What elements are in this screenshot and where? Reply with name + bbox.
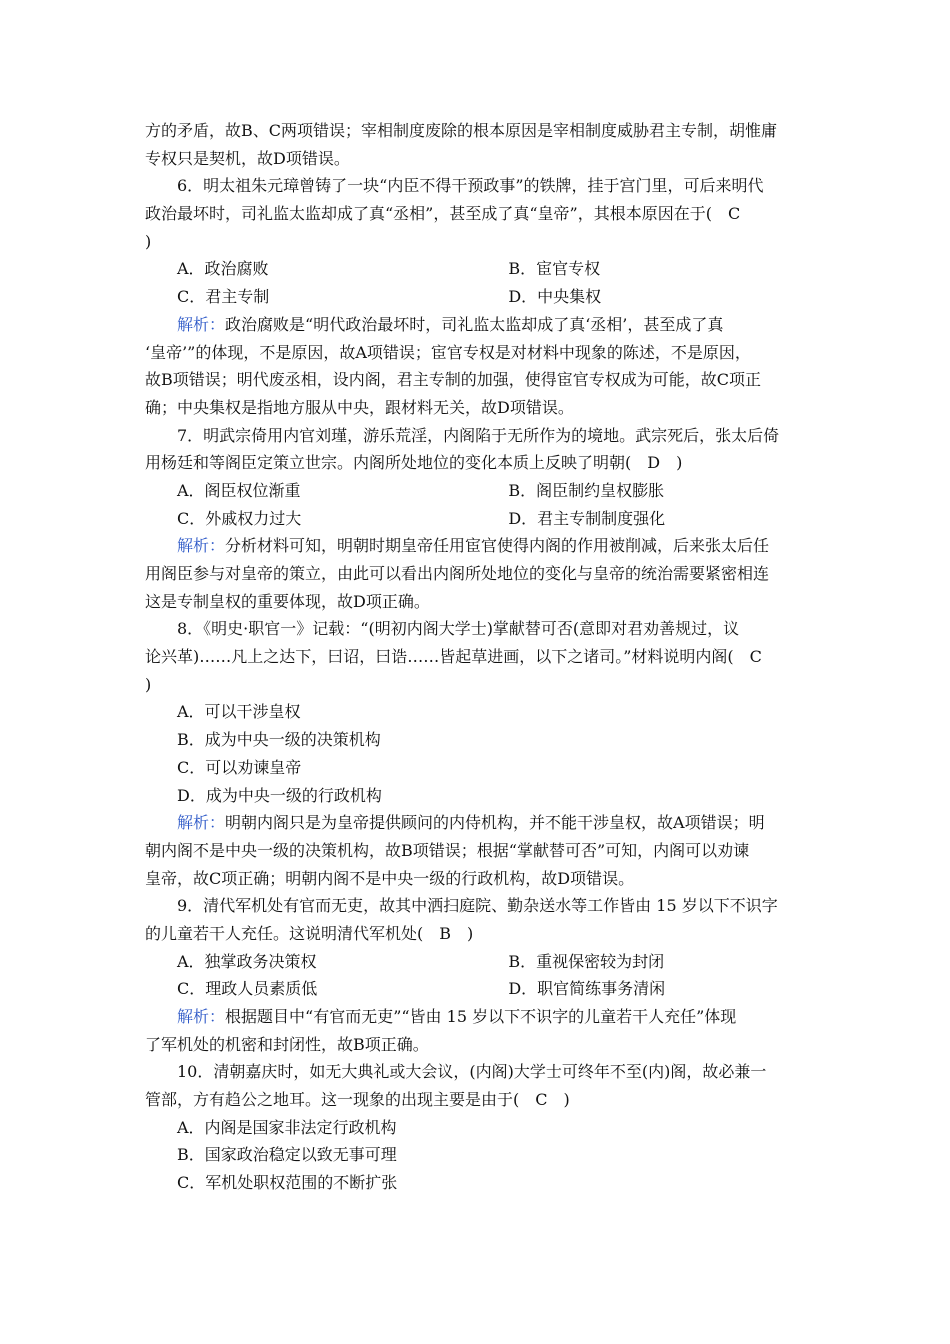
question-stem: 政治最坏时，司礼监太监却成了真“丞相”，甚至成了真“皇帝”，其根本原因在于( C bbox=[145, 204, 741, 224]
option-d: D．职官简练事务清闲 bbox=[508, 979, 666, 999]
option-d: D．中央集权 bbox=[508, 287, 602, 307]
option-c: C．君主专制 bbox=[177, 287, 270, 307]
analysis-line: 皇帝，故C项正确；明朝内阁不是中央一级的行政机构，故D项错误。 bbox=[145, 868, 635, 888]
question-6 bbox=[145, 172, 805, 421]
analysis-line: ‘皇帝’”的体现，不是原因，故A项错误；宦官专权是对材料中现象的陈述，不是原因， bbox=[145, 342, 751, 362]
option-d: D．成为中央一级的行政机构 bbox=[177, 785, 382, 805]
option-row bbox=[145, 255, 805, 283]
option-b: B．宦官专权 bbox=[508, 259, 601, 279]
question-stem: 7．明武宗倚用内官刘瑾，游乐荒淫，内阁陷于无所作为的境地。武宗死后，张太后倚 bbox=[177, 425, 780, 445]
option-b: B．成为中央一级的决策机构 bbox=[177, 730, 381, 750]
option-b: B．阁臣制约皇权膨胀 bbox=[508, 480, 665, 500]
question-stem: 用杨廷和等阁臣定策立世宗。内阁所处地位的变化本质上反映了明朝( D ) bbox=[145, 453, 683, 473]
analysis-text: 根据题目中“有官而无吏”“皆由 15 岁以下不识字的儿童若干人充任”体现 bbox=[225, 1007, 737, 1026]
question-7 bbox=[145, 422, 805, 616]
question-stem: 论兴革)……凡上之达下，曰诏，曰诰……皆起草进画，以下之诸司。”材料说明内阁( C bbox=[145, 647, 762, 667]
question-stem: 10．清朝嘉庆时，如无大典礼或大会议，(内阁)大学士可终年不至(内)阁，故必兼一 bbox=[177, 1062, 767, 1082]
analysis-label: 解析： bbox=[177, 536, 226, 556]
option-b: B．重视保密较为封闭 bbox=[508, 951, 665, 971]
option-a: A．政治腐败 bbox=[177, 259, 269, 279]
option-b: B．国家政治稳定以致无事可理 bbox=[177, 1145, 397, 1165]
analysis-line bbox=[145, 311, 805, 339]
option-a: A．阁臣权位渐重 bbox=[177, 480, 301, 500]
question-stem: 的儿童若干人充任。这说明清代军机处( B ) bbox=[145, 923, 474, 943]
analysis-text: 分析材料可知，明朝时期皇帝任用宦官使得内阁的作用被削减，后来张太后任 bbox=[225, 536, 770, 556]
analysis-line: 用阁臣参与对皇帝的策立，由此可以看出内阁所处地位的变化与皇帝的统治需要紧密相连 bbox=[145, 564, 770, 583]
question-stem: ) bbox=[145, 231, 152, 251]
option-row bbox=[145, 505, 805, 533]
analysis-line: 了军机处的机密和封闭性，故B项正确。 bbox=[145, 1034, 429, 1054]
question-10 bbox=[145, 1058, 805, 1196]
analysis-line bbox=[145, 1003, 805, 1031]
analysis-label: 解析： bbox=[177, 314, 226, 334]
option-c: C．军机处职权范围的不断扩张 bbox=[177, 1173, 398, 1193]
analysis-line: 这是专制皇权的重要体现，故D项正确。 bbox=[145, 591, 430, 611]
option-row bbox=[145, 283, 805, 311]
text-line: 专权只是契机，故D项错误。 bbox=[145, 148, 350, 168]
option-c: C．理政人员素质低 bbox=[177, 979, 318, 999]
analysis-text: 明朝内阁只是为皇帝提供顾问的内侍机构，并不能干涉皇权，故A项错误；明 bbox=[225, 813, 765, 833]
question-stem: 6．明太祖朱元璋曾铸了一块“内臣不得干预政事”的铁牌，挂于宫门里，可后来明代 bbox=[177, 176, 764, 196]
option-d: D．君主专制制度强化 bbox=[508, 508, 666, 528]
question-stem: ) bbox=[145, 674, 152, 694]
intro-paragraph bbox=[145, 117, 805, 172]
option-row bbox=[145, 477, 805, 505]
question-stem: 管部，方有趋公之地耳。这一现象的出现主要是由于( C ) bbox=[145, 1090, 570, 1110]
analysis-label: 解析： bbox=[177, 813, 226, 833]
analysis-text: 政治腐败是“明代政治最坏时，司礼监太监却成了真‘丞相’，甚至成了真 bbox=[225, 314, 724, 334]
question-stem: 9．清代军机处有官而无吏，故其中洒扫庭院、勤杂送水等工作皆由 15 岁以下不识字 bbox=[177, 896, 778, 916]
option-row bbox=[145, 948, 805, 976]
question-8 bbox=[145, 615, 805, 892]
text-line: 方的矛盾，故B、C两项错误；宰相制度废除的根本原因是宰相制度威胁君主专制，胡惟庸 bbox=[145, 121, 778, 140]
option-a: A．独掌政务决策权 bbox=[177, 951, 317, 971]
option-c: C．外戚权力过大 bbox=[177, 508, 302, 528]
question-stem: 8．《明史·职官一》记载：“(明初内阁大学士)掌献替可否(意即对君劝善规过，议 bbox=[177, 619, 740, 639]
option-a: A．内阁是国家非法定行政机构 bbox=[177, 1117, 397, 1137]
analysis-line bbox=[145, 809, 805, 837]
analysis-line: 朝内阁不是中央一级的决策机构，故B项错误；根据“掌献替可否”可知，内阁可以劝谏 bbox=[145, 840, 750, 860]
option-row bbox=[145, 975, 805, 1003]
analysis-line: 确；中央集权是指地方服从中央，跟材料无关，故D项错误。 bbox=[145, 397, 574, 417]
analysis-line bbox=[145, 532, 805, 560]
option-c: C．可以劝谏皇帝 bbox=[177, 757, 302, 777]
document-content bbox=[145, 117, 805, 1197]
analysis-line: 故B项错误；明代废丞相，设内阁，君主专制的加强，使得宦官专权成为可能，故C项正 bbox=[145, 370, 762, 390]
option-a: A．可以干涉皇权 bbox=[177, 702, 301, 722]
analysis-label: 解析： bbox=[177, 1007, 226, 1026]
question-9 bbox=[145, 892, 805, 1058]
